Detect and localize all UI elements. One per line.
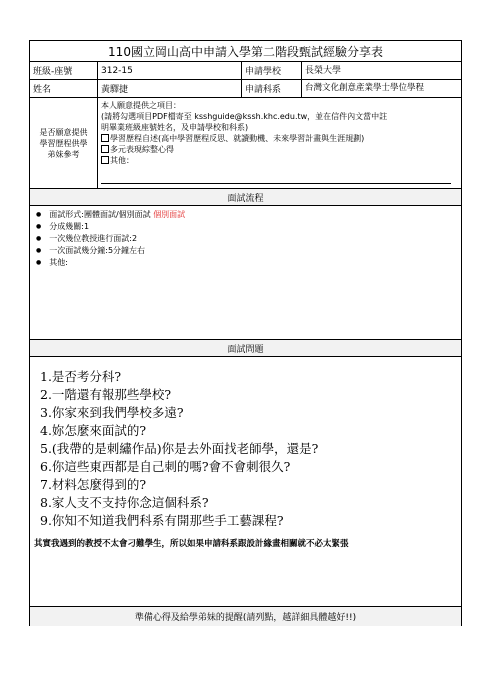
other-underline <box>101 183 451 184</box>
process-rounds-text: 分成幾關:1 <box>49 222 90 231</box>
share-label <box>30 98 98 188</box>
question-item: 3.你家來到我們學校多遠? <box>40 405 184 420</box>
option-performance-label: 多元表現綜整心得 <box>110 145 174 154</box>
tips-header-text: 準備心得及給學弟妹的提醒(請列點，越詳細具體越好!!) <box>134 613 357 623</box>
name-label: 姓名 <box>30 80 98 97</box>
process-duration-text: 一次面試幾分鐘:5分鐘左右 <box>49 246 146 255</box>
share-label-line-3: 弟妹參考 <box>47 149 80 159</box>
question-item: 7.材料怎麼得到的? <box>40 477 147 492</box>
process-item-duration <box>36 245 461 257</box>
questions-header-text: 面試問題 <box>227 344 264 355</box>
question-item: 1.是否考分科? <box>40 369 122 384</box>
process-item-format <box>36 209 461 221</box>
option-portfolio[interactable] <box>101 133 461 144</box>
questions-body <box>30 357 461 607</box>
process-header <box>30 189 461 206</box>
process-body <box>30 206 461 340</box>
question-item: 2.一階還有報那些學校? <box>40 387 172 402</box>
question-item: 4.妳怎麼來面試的? <box>40 423 147 438</box>
option-other[interactable] <box>101 155 461 166</box>
questions-header <box>30 340 461 357</box>
checkbox-icon[interactable] <box>101 134 109 142</box>
share-label-line-1: 是否願意提供 <box>39 127 88 137</box>
share-intro: 本人願意提供之項目： <box>101 101 181 110</box>
process-item-rounds <box>36 221 461 233</box>
process-format-text: 面試形式:團體面試/個別面試 <box>49 210 151 219</box>
process-professors-text: 一次幾位教授進行面試:2 <box>49 234 138 243</box>
process-item-other <box>36 257 461 269</box>
share-options <box>98 98 461 188</box>
process-item-professors <box>36 233 461 245</box>
school-value: 長榮大學 <box>305 66 342 76</box>
experience-form <box>29 40 462 626</box>
question-item: 5.(我帶的是刺繡作品)你是去外面找老師學，還是? <box>40 441 319 456</box>
share-instruction-2: 明畢業班級座號姓名，及申請學校和科系) <box>101 123 249 132</box>
share-label-line-2: 學習歷程供學 <box>39 138 88 148</box>
class-value: 312-15 <box>98 62 242 79</box>
question-item: 8.家人支不支持你念這個科系? <box>40 495 209 510</box>
dept-value: 台灣文化創意產業學士學位學程 <box>305 83 425 93</box>
option-portfolio-label: 學習歷程自述(高中學習歷程反思、就讀動機、未來學習計畫與生涯規劃) <box>110 134 365 143</box>
share-instruction-1: (請將勾選項目PDF檔寄至 ksshguide@kssh.khc.edu.tw，並在信件內文當中註 <box>101 112 388 121</box>
dept-label: 申請科系 <box>242 80 302 97</box>
school-label: 申請學校 <box>242 62 302 79</box>
question-item: 6.你這些東西都是自己刺的嗎?會不會刺很久? <box>40 459 291 474</box>
name-value: 黃驛捷 <box>98 80 242 97</box>
option-other-label: 其他： <box>110 156 134 165</box>
info-row-2 <box>30 80 461 98</box>
checkbox-icon[interactable] <box>101 145 109 153</box>
process-header-text: 面試流程 <box>227 193 264 204</box>
process-other-text: 其他: <box>49 258 68 267</box>
questions-note: 其實我遇到的教授不太會刁難學生，所以如果申請科系跟設計緣畫相關就不必太緊張 <box>34 539 349 549</box>
share-row <box>30 98 461 189</box>
form-title <box>30 41 461 62</box>
option-performance[interactable] <box>101 144 461 155</box>
tips-header <box>30 607 461 626</box>
question-item: 9.你知不知道我們科系有開那些手工藝課程? <box>40 513 284 528</box>
checkbox-icon[interactable] <box>101 156 109 164</box>
form-title-text: 110國立岡山高中申請入學第二階段甄試經驗分享表 <box>108 44 383 59</box>
class-label: 班級-座號 <box>30 62 98 79</box>
info-row-1 <box>30 62 461 80</box>
question-list <box>30 357 461 530</box>
process-format-highlight: 個別面試 <box>153 210 186 219</box>
